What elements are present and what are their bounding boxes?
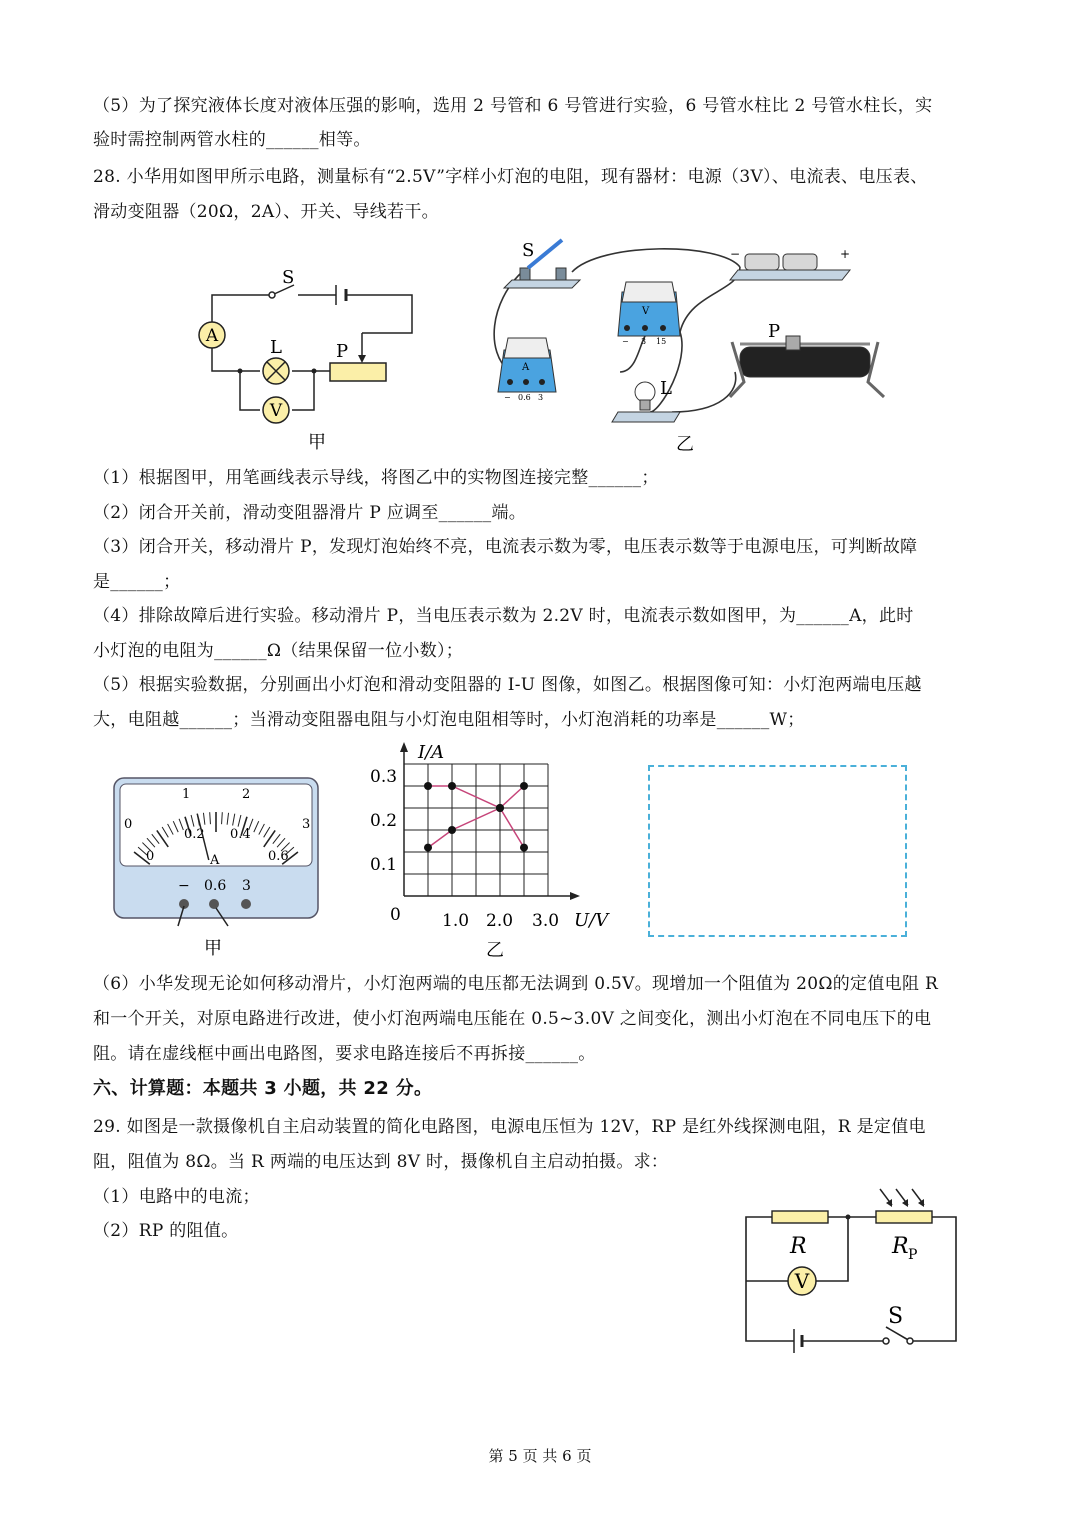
text-q28-3-line1: （3）闭合开关，移动滑片 P，发现灯泡始终不亮，电流表示数为零，电压表示数等于电源电压，可判断故障 — [93, 537, 918, 557]
dial-top-3: 3 — [302, 817, 311, 832]
label-real-slider-p: P — [768, 321, 781, 342]
dial-bottom-02: 0.2 — [184, 827, 205, 842]
text-q29-1: （1）电路中的电流； — [93, 1187, 260, 1207]
x-tick-2: 2.0 — [486, 911, 514, 931]
label-v-15: 15 — [656, 337, 667, 346]
label-battery-plus: + — [840, 247, 851, 261]
label-a-minus: − — [504, 393, 511, 402]
dial-bottom-0: 0 — [146, 849, 155, 864]
page-footer: 第 5 页 共 6 页 — [488, 1447, 592, 1465]
data-point — [448, 782, 456, 790]
data-point — [424, 782, 432, 790]
real-circuit-figure — [490, 232, 890, 457]
text-q28-5-line1: （5）根据实验数据，分别画出小灯泡和滑动变阻器的 I-U 图像，如图乙。根据图像可知：小灯泡两端电压越 — [93, 675, 922, 695]
label-v-3: 3 — [641, 337, 647, 346]
text-q28-4-line2: 小灯泡的电阻为______Ω（结果保留一位小数）； — [93, 641, 464, 661]
label-a-3: 3 — [538, 393, 544, 402]
text-q27-5-line1: （5）为了探究液体长度对液体压强的影响，选用 2 号管和 6 号管进行实验，6 号管水柱比 2 号管水柱长，实 — [93, 96, 933, 116]
text-q28-5-line2: 大，电阻越______；当滑动变阻器电阻与小灯泡电阻相等时，小灯泡消耗的功率是______W； — [93, 710, 805, 730]
label-camera-switch-s: S — [888, 1304, 904, 1329]
text-q28-line2: 滑动变阻器（20Ω，2A）、开关、导线若干。 — [93, 202, 439, 222]
text-q28-3-line2: 是______； — [93, 572, 181, 592]
text-q29-2: （2）RP 的阻值。 — [93, 1221, 239, 1241]
label-a-06: 0.6 — [518, 393, 531, 402]
text-q29-line1: 29. 如图是一款摄像机自主启动装置的简化电路图，电源电压恒为 12V，RP 是红外线探测电阻，R 是定值电 — [93, 1117, 926, 1137]
text-q28-6-line1: （6）小华发现无论如何移动滑片，小灯泡两端的电压都无法调到 0.5V。现增加一个阻值为 20Ω的定值电阻 R — [93, 974, 939, 994]
y-tick-03: 0.3 — [370, 767, 398, 787]
camera-circuit-figure — [740, 1185, 970, 1365]
label-battery-minus: − — [730, 247, 741, 261]
dial-unit-a: A — [210, 853, 220, 868]
answer-dashed-box[interactable] — [648, 765, 907, 937]
label-ammeter-a: A — [205, 326, 219, 346]
label-voltmeter-v: V — [269, 401, 283, 421]
caption-ammeter-jia: 甲 — [204, 938, 222, 959]
label-real-lamp-l: L — [660, 378, 672, 399]
terminal-06-label: 0.6 — [204, 878, 227, 894]
section-heading-calc: 六、计算题：本题共 3 小题，共 22 分。 — [93, 1078, 433, 1099]
label-real-switch-s: S — [522, 240, 535, 261]
label-lamp-l: L — [270, 337, 282, 358]
origin-label: 0 — [390, 905, 401, 925]
iu-graph-figure — [360, 738, 620, 966]
axis-label-x: U/V — [574, 910, 609, 931]
caption-graph-yi: 乙 — [486, 940, 504, 961]
circuit-schematic-figure — [190, 265, 430, 455]
text-q28-6-line3: 阻。请在虚线框中画出电路图，要求电路连接后不再拆接______。 — [93, 1044, 596, 1064]
text-q28-1: （1）根据图甲，用笔画线表示导线，将图乙中的实物图连接完整______； — [93, 468, 659, 488]
label-real-ammeter-a: A — [522, 362, 530, 373]
ammeter-dial-figure — [112, 776, 322, 966]
text-q27-5-line2: 验时需控制两管水柱的______相等。 — [93, 130, 371, 150]
data-point — [520, 844, 528, 852]
y-tick-01: 0.1 — [370, 855, 398, 875]
text-q29-line2: 阻，阻值为 8Ω。当 R 两端的电压达到 8V 时，摄像机自主启动拍摄。求： — [93, 1152, 669, 1172]
text-q28-6-line2: 和一个开关，对原电路进行改进，使小灯泡两端电压能在 0.5~3.0V 之间变化，测出小灯泡在不同电压下的电 — [93, 1009, 932, 1029]
label-resistor-r: R — [790, 1234, 807, 1259]
terminal-3-label: 3 — [242, 878, 251, 894]
x-tick-1: 1.0 — [442, 911, 470, 931]
dial-bottom-04: 0.4 — [230, 827, 251, 842]
caption-jia: 甲 — [308, 432, 326, 453]
label-resistor-rp: R — [892, 1234, 909, 1259]
x-tick-3: 3.0 — [532, 911, 560, 931]
label-v-minus: − — [622, 337, 629, 346]
dial-top-2: 2 — [242, 787, 251, 802]
label-camera-voltmeter-v: V — [794, 1269, 810, 1293]
data-point — [496, 804, 504, 812]
dial-bottom-06: 0.6 — [268, 849, 289, 864]
label-resistor-rp-sub: P — [908, 1247, 918, 1263]
dial-top-1: 1 — [182, 787, 191, 802]
dial-top-0: 0 — [124, 817, 133, 832]
text-q28-2: （2）闭合开关前，滑动变阻器滑片 P 应调至______端。 — [93, 503, 527, 523]
terminal-minus-label: − — [178, 878, 190, 894]
data-point — [448, 826, 456, 834]
data-point — [424, 844, 432, 852]
text-q28-line1: 28. 小华用如图甲所示电路，测量标有“2.5V”字样小灯泡的电阻，现有器材：电源（3V）、电流表、电压表、 — [93, 167, 928, 187]
label-slider-p: P — [336, 341, 349, 362]
label-real-voltmeter-v: V — [642, 306, 650, 317]
label-switch-s: S — [282, 267, 295, 288]
caption-yi: 乙 — [676, 434, 694, 455]
y-tick-02: 0.2 — [370, 811, 398, 831]
axis-label-y: I/A — [418, 742, 445, 763]
data-point — [520, 782, 528, 790]
text-q28-4-line1: （4）排除故障后进行实验。移动滑片 P，当电压表示数为 2.2V 时，电流表示数如图甲，为______A，此时 — [93, 606, 914, 626]
